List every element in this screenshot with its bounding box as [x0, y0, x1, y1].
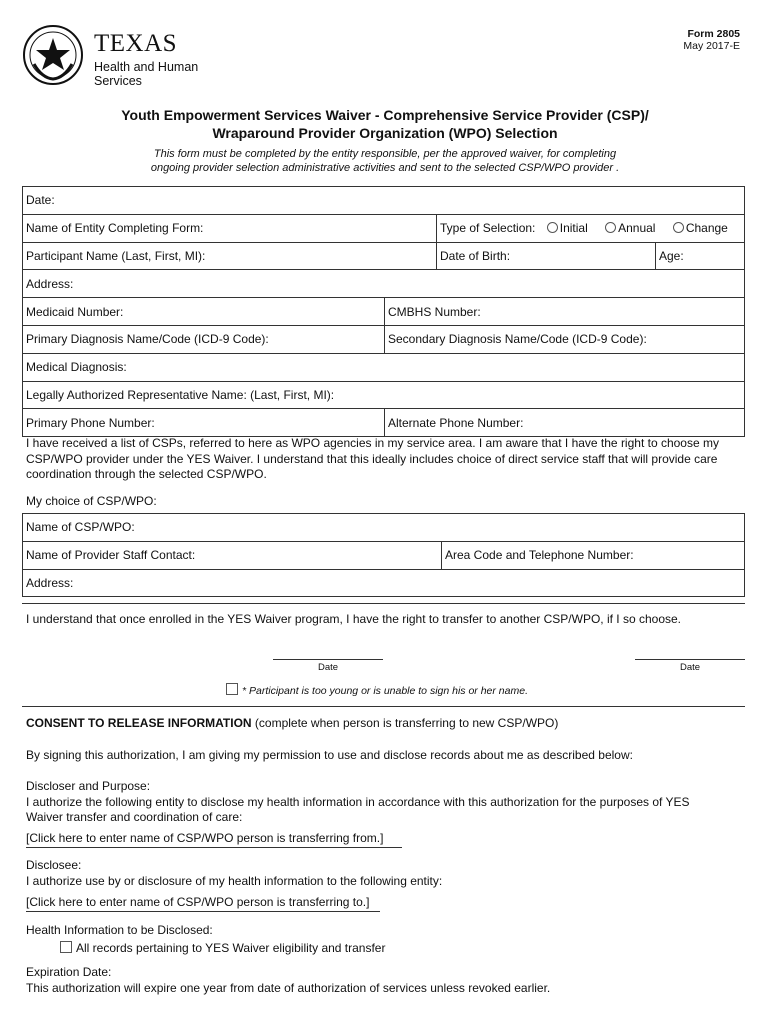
agency-logo	[22, 24, 202, 90]
form-date: May 2017-E	[683, 40, 740, 52]
agency-name: TEXAS	[94, 30, 178, 57]
cmbhs-field[interactable]: CMBHS Number:	[385, 298, 745, 326]
staff-contact-field[interactable]: Name of Provider Staff Contact:	[23, 541, 442, 569]
texas-seal-icon	[22, 24, 84, 86]
primary-dx-field[interactable]: Primary Diagnosis Name/Code (ICD-9 Code):	[23, 325, 385, 353]
date-field[interactable]: Date:	[23, 187, 745, 215]
entity-name-field[interactable]: Name of Entity Completing Form:	[23, 214, 437, 242]
age-field[interactable]: Age:	[656, 242, 745, 270]
medical-dx-field[interactable]: Medical Diagnosis:	[23, 353, 745, 381]
signature-date-line-right[interactable]	[635, 659, 745, 660]
type-of-selection: Type of Selection: Initial Annual Change	[437, 214, 745, 242]
radio-change[interactable]	[673, 222, 684, 233]
radio-annual[interactable]	[605, 222, 616, 233]
secondary-dx-field[interactable]: Secondary Diagnosis Name/Code (ICD-9 Code):	[385, 325, 745, 353]
form-number-block	[683, 28, 740, 52]
date-caption-right: Date	[679, 662, 701, 673]
transfer-statement: I understand that once enrolled in the YES Waiver program, I have the right to transfer to another CSP/WPO, if I so choose.	[26, 612, 682, 626]
provider-address-field[interactable]: Address:	[23, 569, 745, 597]
too-young-checkbox[interactable]	[226, 683, 238, 695]
health-info-option: All records pertaining to YES Waiver eligibility and transfer	[60, 941, 385, 955]
agency-subtitle: Health and Human Services	[94, 60, 199, 88]
discloser-section: Discloser and Purpose: I authorize the following entity to disclose my health information in accordance with this authorization for the purposes of YES Waiver transfer and coordination of care:	[26, 779, 690, 824]
csp-name-field[interactable]: Name of CSP/WPO:	[23, 514, 745, 542]
page-title: Youth Empowerment Services Waiver - Comprehensive Service Provider (CSP)/ Wraparound Provider Organization (WPO) Selection	[121, 107, 649, 141]
form-instructions: This form must be completed by the entity responsible, per the approved waiver, for completing ongoing provider selection administrative activities and sent to the selected CSP/WPO provider .	[150, 148, 620, 174]
form-number: Form 2805	[687, 28, 740, 40]
divider	[22, 603, 745, 604]
disclosee-section: Disclosee: I authorize use by or disclosure of my health information to the following entity:	[26, 858, 443, 888]
participant-name-field[interactable]: Participant Name (Last, First, MI):	[23, 242, 437, 270]
participant-info-table	[22, 186, 745, 437]
acknowledgment-paragraph: I have received a list of CSPs, referred to here as WPO agencies in my service area. I am aware that I have the right to choose my CSP/WPO provider under the YES Waiver. I understand that this ideally includes choice of direct service staff that will provide care coordination through the selected CSP/WPO.	[26, 436, 719, 481]
all-records-checkbox[interactable]	[60, 941, 72, 953]
address-field[interactable]: Address:	[23, 270, 745, 298]
provider-table	[22, 513, 745, 597]
date-caption-left: Date	[317, 662, 339, 673]
provider-phone-field[interactable]: Area Code and Telephone Number:	[442, 541, 745, 569]
signature-date-line-left[interactable]	[273, 659, 383, 660]
authorization-statement: By signing this authorization, I am giving my permission to use and disclose records about me as described below:	[26, 748, 633, 762]
radio-initial[interactable]	[547, 222, 558, 233]
choice-label: My choice of CSP/WPO:	[26, 494, 157, 508]
too-young-row: * Participant is too young or is unable to sign his or her name.	[226, 683, 528, 697]
medicaid-field[interactable]: Medicaid Number:	[23, 298, 385, 326]
discloser-name-input[interactable]: [Click here to enter name of CSP/WPO person is transferring from.]	[26, 831, 402, 848]
lar-name-field[interactable]: Legally Authorized Representative Name: (Last, First, MI):	[23, 381, 745, 409]
expiration-section: Expiration Date: This authorization will expire one year from date of authorization of services unless revoked earlier.	[26, 965, 551, 995]
consent-heading: CONSENT TO RELEASE INFORMATION (complete when person is transferring to new CSP/WPO)	[26, 716, 559, 730]
alternate-phone-field[interactable]: Alternate Phone Number:	[385, 409, 745, 437]
divider	[22, 706, 745, 707]
disclosee-name-input[interactable]: [Click here to enter name of CSP/WPO person is transferring to.]	[26, 895, 380, 912]
dob-field[interactable]: Date of Birth:	[437, 242, 656, 270]
primary-phone-field[interactable]: Primary Phone Number:	[23, 409, 385, 437]
health-info-label: Health Information to be Disclosed:	[26, 923, 213, 937]
